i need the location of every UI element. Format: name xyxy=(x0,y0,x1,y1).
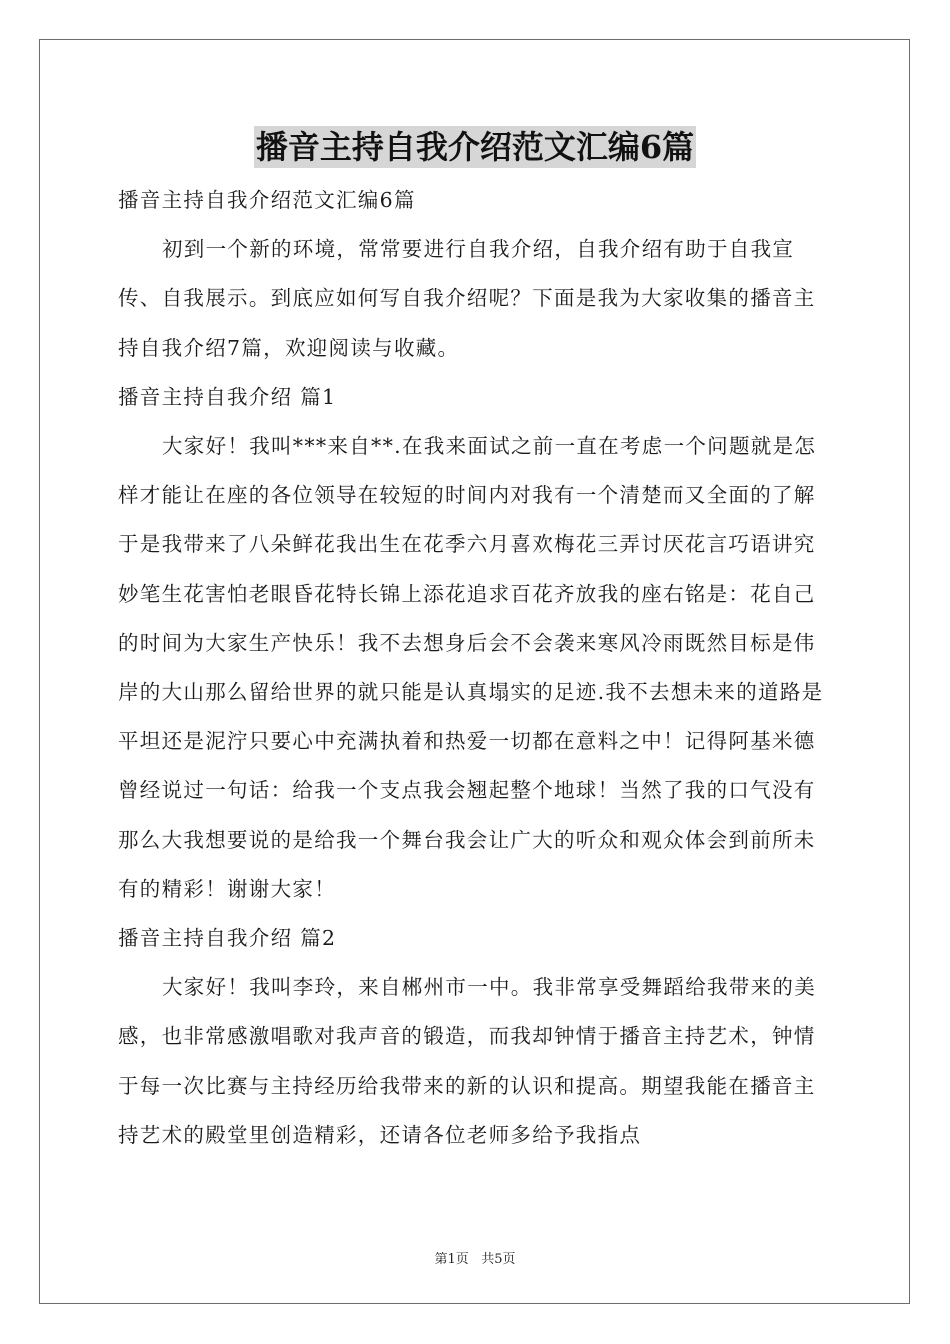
page-footer xyxy=(0,1248,950,1267)
section-heading-2: 播音主持自我介绍 篇2 xyxy=(118,926,337,951)
page-number: 第1页 xyxy=(434,1252,469,1267)
document-title: 播音主持自我介绍范文汇编6篇 xyxy=(255,128,695,166)
section-body-1: 大家好！我叫***来自**.在我来面试之前一直在考虑一个问题就是怎样才能让在座的各位领导在较短的时间内对我有一个清楚而又全面的了解于是我带来了八朵鲜花我出生在花季六月喜欢梅花三弄讨厌花言巧语讲究妙笔生花害怕老眼昏花特长锦上添花追求百花齐放我的座右铭是：花自己的时间为大家生产快乐！我不去想身后会不会袭来寒风冷雨既然目标是伟岸的大山那么留给世界的就只能是认真塌实的足迹.我不去想未来的道路是平坦还是泥泞只要心中充满执着和热爱一切都在意料之中！记得阿基米德曾经说过一句话：给我一个支点我会翘起整个地球！当然了我的口气没有那么大我想要说的是给我一个舞台我会让广大的听众和观众体会到前所未有的精彩！谢谢大家！ xyxy=(118,434,824,901)
subtitle-line: 播音主持自我介绍范文汇编6篇 xyxy=(118,188,416,212)
section-body-2: 大家好！我叫李玲，来自郴州市一中。我非常享受舞蹈给我带来的美感，也非常感激唱歌对我声音的锻造，而我却钟情于播音主持艺术，钟情于每一次比赛与主持经历给我带来的新的认识和提高。期望我能在播音主持艺术的殿堂里创造精彩，还请各位老师多给予我指点 xyxy=(118,975,816,1147)
title-container xyxy=(0,126,950,168)
intro-paragraph: 初到一个新的环境，常常要进行自我介绍，自我介绍有助于自我宣传、自我展示。到底应如何写自我介绍呢？下面是我为大家收集的播音主持自我介绍7篇，欢迎阅读与收藏。 xyxy=(118,237,816,360)
document-body xyxy=(118,176,832,1160)
section-heading-1: 播音主持自我介绍 篇1 xyxy=(118,384,337,409)
page-total: 共5页 xyxy=(481,1252,516,1267)
